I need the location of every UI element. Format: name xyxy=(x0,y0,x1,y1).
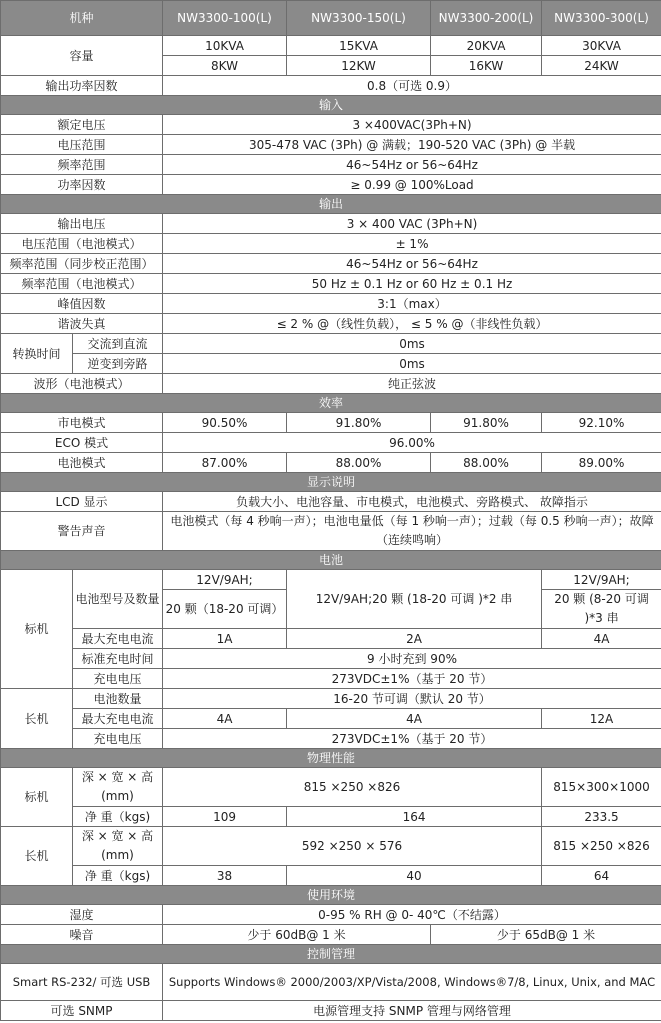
spec-value: 0-95 % RH @ 0- 40℃（不结露） xyxy=(163,905,661,925)
section-management xyxy=(1,945,661,964)
transfer-row xyxy=(1,334,661,354)
spec-value: 9 小时充到 90% xyxy=(163,649,661,669)
spec-row xyxy=(1,175,661,195)
physical-row xyxy=(1,827,661,866)
kw-value: 24KW xyxy=(542,56,661,76)
battery-type-value: 20 颗（18-20 可调） xyxy=(163,590,287,629)
section-title: 物理性能 xyxy=(1,749,661,768)
section-title: 显示说明 xyxy=(1,473,661,492)
spec-value: 16-20 节可调（默认 20 节） xyxy=(163,689,661,709)
spec-row xyxy=(1,254,661,274)
battery-type-value: 20 颗 (8-20 可调 )*3 串 xyxy=(542,590,661,629)
spec-value: 2A xyxy=(287,629,542,649)
spec-row xyxy=(1,1001,661,1021)
battery-row xyxy=(1,689,661,709)
battery-type-value: 12V/9AH; xyxy=(542,570,661,590)
kva-value: 15KVA xyxy=(287,36,431,56)
battery-row xyxy=(1,729,661,749)
group-label: 长机 xyxy=(1,827,73,886)
spec-value: 1A xyxy=(163,629,287,649)
model-200: NW3300-200(L) xyxy=(431,1,542,36)
efficiency-value: 88.00% xyxy=(431,453,542,473)
section-input xyxy=(1,96,661,115)
spec-row xyxy=(1,314,661,334)
model-label: 机种 xyxy=(1,1,163,36)
efficiency-value: 89.00% xyxy=(542,453,661,473)
battery-type-value: 12V/9AH;20 颗 (18-20 可调 )*2 串 xyxy=(287,570,542,629)
spec-label: 市电模式 xyxy=(1,413,163,433)
spec-label: 波形（电池模式） xyxy=(1,374,163,394)
spec-label: 额定电压 xyxy=(1,115,163,135)
spec-value: 46~54Hz or 56~64Hz xyxy=(163,254,661,274)
section-physical xyxy=(1,749,661,768)
kw-value: 16KW xyxy=(431,56,542,76)
spec-value: 3 ×400VAC(3Ph+N) xyxy=(163,115,661,135)
spec-value: 38 xyxy=(163,866,287,886)
efficiency-value: 91.80% xyxy=(287,413,431,433)
spec-value: 815 ×250 ×826 xyxy=(163,768,542,807)
pf-out-label: 输出功率因数 xyxy=(1,76,163,96)
spec-row xyxy=(1,135,661,155)
group-label: 标机 xyxy=(1,570,73,689)
capacity-label: 容量 xyxy=(1,36,163,76)
spec-label: 频率范围（同步校正范围） xyxy=(1,254,163,274)
spec-row xyxy=(1,115,661,135)
spec-label: ECO 模式 xyxy=(1,433,163,453)
efficiency-value: 87.00% xyxy=(163,453,287,473)
spec-label: 警告声音 xyxy=(1,512,163,551)
spec-label: 可选 SNMP xyxy=(1,1001,163,1021)
section-title: 电池 xyxy=(1,551,661,570)
spec-value: 少于 60dB@ 1 米 xyxy=(163,925,431,945)
spec-label: 充电电压 xyxy=(73,669,163,689)
transfer-sub-label: 逆变到旁路 xyxy=(73,354,163,374)
section-output xyxy=(1,195,661,214)
spec-row xyxy=(1,155,661,175)
pf-out-value: 0.8（可选 0.9） xyxy=(163,76,661,96)
section-title: 控制管理 xyxy=(1,945,661,964)
efficiency-value: 92.10% xyxy=(542,413,661,433)
spec-label: 深 × 宽 × 高 (mm) xyxy=(73,827,163,866)
group-label: 标机 xyxy=(1,768,73,827)
spec-value: 64 xyxy=(542,866,661,886)
header-row xyxy=(1,1,661,36)
spec-row xyxy=(1,274,661,294)
efficiency-value: 88.00% xyxy=(287,453,431,473)
efficiency-value: 91.80% xyxy=(431,413,542,433)
battery-type-row xyxy=(1,570,661,590)
spec-value: 4A xyxy=(287,709,542,729)
spec-label: 输出电压 xyxy=(1,214,163,234)
spec-value: 592 ×250 × 576 xyxy=(163,827,542,866)
battery-row xyxy=(1,669,661,689)
efficiency-row xyxy=(1,453,661,473)
spec-value: Supports Windows® 2000/2003/XP/Vista/2008, Windows®7/8, Linux, Unix, and MAC xyxy=(163,964,661,1001)
spec-row xyxy=(1,234,661,254)
spec-label: 电池型号及数量 xyxy=(73,570,163,629)
spec-value: 273VDC±1%（基于 20 节） xyxy=(163,669,661,689)
kw-value: 12KW xyxy=(287,56,431,76)
spec-label: 净 重（kgs) xyxy=(73,866,163,886)
kva-value: 20KVA xyxy=(431,36,542,56)
spec-value: 50 Hz ± 0.1 Hz or 60 Hz ± 0.1 Hz xyxy=(163,274,661,294)
spec-row xyxy=(1,294,661,314)
transfer-value: 0ms xyxy=(163,334,661,354)
spec-value: 纯正弦波 xyxy=(163,374,661,394)
section-display xyxy=(1,473,661,492)
spec-label: LCD 显示 xyxy=(1,492,163,512)
efficiency-value: 90.50% xyxy=(163,413,287,433)
spec-label: 湿度 xyxy=(1,905,163,925)
group-label: 长机 xyxy=(1,689,73,749)
battery-row xyxy=(1,629,661,649)
spec-value: 233.5 xyxy=(542,807,661,827)
spec-value: 4A xyxy=(163,709,287,729)
capacity-row xyxy=(1,36,661,56)
spec-label: 充电电压 xyxy=(73,729,163,749)
spec-value: 负载大小、电池容量、市电模式，电池模式、旁路模式、 故障指示 xyxy=(163,492,661,512)
spec-value: 815×300×1000 xyxy=(542,768,661,807)
spec-value: 3:1（max） xyxy=(163,294,661,314)
spec-row xyxy=(1,374,661,394)
spec-label: 电池数量 xyxy=(73,689,163,709)
model-150: NW3300-150(L) xyxy=(287,1,431,36)
spec-value: 109 xyxy=(163,807,287,827)
spec-label: 深 × 宽 × 高 (mm) xyxy=(73,768,163,807)
spec-label: 最大充电电流 xyxy=(73,709,163,729)
spec-value: ≥ 0.99 @ 100%Load xyxy=(163,175,661,195)
spec-label: Smart RS-232/ 可选 USB xyxy=(1,964,163,1001)
section-title: 输入 xyxy=(1,96,661,115)
transfer-label: 转换时间 xyxy=(1,334,73,374)
kva-value: 10KVA xyxy=(163,36,287,56)
spec-label: 噪音 xyxy=(1,925,163,945)
battery-row xyxy=(1,649,661,669)
section-title: 使用环境 xyxy=(1,886,661,905)
spec-label: 功率因数 xyxy=(1,175,163,195)
spec-value: 电源管理支持 SNMP 管理与网络管理 xyxy=(163,1001,661,1021)
spec-value: 4A xyxy=(542,629,661,649)
spec-label: 电压范围 xyxy=(1,135,163,155)
spec-value: ≤ 2 % @（线性负载）， ≤ 5 % @（非线性负载） xyxy=(163,314,661,334)
efficiency-value: 96.00% xyxy=(163,433,661,453)
transfer-value: 0ms xyxy=(163,354,661,374)
section-environment xyxy=(1,886,661,905)
spec-value: 815 ×250 ×826 xyxy=(542,827,661,866)
efficiency-row xyxy=(1,433,661,453)
spec-label: 电池模式 xyxy=(1,453,163,473)
pf-out-row xyxy=(1,76,661,96)
spec-value: ± 1% xyxy=(163,234,661,254)
physical-row xyxy=(1,866,661,886)
spec-label: 频率范围 xyxy=(1,155,163,175)
spec-value: 3 × 400 VAC (3Ph+N) xyxy=(163,214,661,234)
physical-row xyxy=(1,807,661,827)
spec-row xyxy=(1,964,661,1001)
kw-value: 8KW xyxy=(163,56,287,76)
transfer-sub-label: 交流到直流 xyxy=(73,334,163,354)
spec-label: 标准充电时间 xyxy=(73,649,163,669)
spec-row xyxy=(1,925,661,945)
spec-value: 少于 65dB@ 1 米 xyxy=(431,925,661,945)
spec-row xyxy=(1,214,661,234)
spec-row xyxy=(1,905,661,925)
section-battery xyxy=(1,551,661,570)
spec-label: 峰值因数 xyxy=(1,294,163,314)
model-300: NW3300-300(L) xyxy=(542,1,661,36)
spec-value: 46~54Hz or 56~64Hz xyxy=(163,155,661,175)
spec-label: 最大充电电流 xyxy=(73,629,163,649)
battery-row xyxy=(1,709,661,729)
efficiency-row xyxy=(1,413,661,433)
spec-value: 电池模式（每 4 秒响一声）；电池电量低（每 1 秒响一声）；过载（每 0.5 秒响一声）；故障（连续鸣响） xyxy=(163,512,661,551)
spec-value: 305-478 VAC (3Ph) @ 满载；190-520 VAC (3Ph) @ 半载 xyxy=(163,135,661,155)
spec-value: 273VDC±1%（基于 20 节） xyxy=(163,729,661,749)
model-100: NW3300-100(L) xyxy=(163,1,287,36)
spec-label: 电压范围（电池模式） xyxy=(1,234,163,254)
section-efficiency xyxy=(1,394,661,413)
spec-value: 40 xyxy=(287,866,542,886)
spec-row xyxy=(1,512,661,551)
spec-value: 12A xyxy=(542,709,661,729)
spec-label: 频率范围（电池模式） xyxy=(1,274,163,294)
section-title: 输出 xyxy=(1,195,661,214)
spec-value: 164 xyxy=(287,807,542,827)
spec-label: 净 重（kgs) xyxy=(73,807,163,827)
section-title: 效率 xyxy=(1,394,661,413)
spec-label: 谐波失真 xyxy=(1,314,163,334)
battery-type-value: 12V/9AH; xyxy=(163,570,287,590)
spec-row xyxy=(1,492,661,512)
transfer-row xyxy=(1,354,661,374)
kva-value: 30KVA xyxy=(542,36,661,56)
physical-row xyxy=(1,768,661,807)
